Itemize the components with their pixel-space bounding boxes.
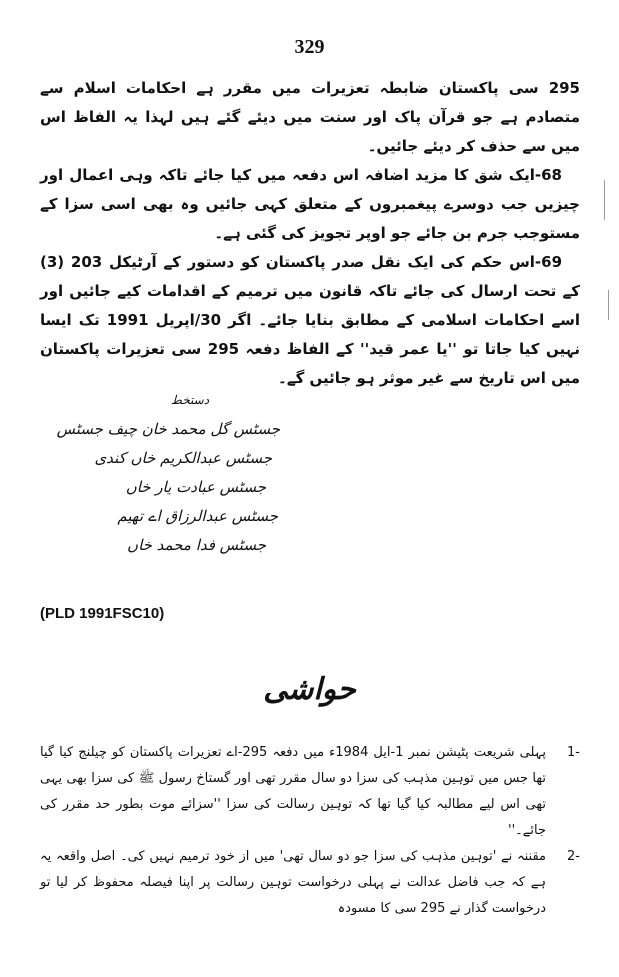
- signature-name: جسٹس عبدالرزاق اے تھیم: [117, 507, 278, 525]
- signature-label: دستخط: [170, 393, 210, 407]
- paragraph: 295 سی پاکستان ضابطہ تعزیرات میں مقرر ہے احکامات اسلام سے متصادم ہے جو قرآن پاک اور سنت میں دیئے گئے ہیں لہذا یہ الفاظ اس میں سے حذف کر دیئے جائیں۔: [40, 79, 580, 155]
- notes-heading: حواشی: [263, 672, 356, 707]
- signature-name: جسٹس عبدالکریم خاں کندی: [94, 449, 272, 467]
- citation: (PLD 1991FSC10): [40, 605, 165, 622]
- signature-name: جسٹس گل محمد خان چیف جسٹس: [56, 420, 280, 438]
- footnotes: [40, 740, 580, 922]
- signature-name: جسٹس عبادت یار خاں: [125, 478, 266, 496]
- paragraph: 69-اس حکم کی ایک نقل صدر پاکستان کو دستور کے آرٹیکل 203 (3) کے تحت ارسال کی جائے تاکہ قانون میں ترمیم کے اقدامات کیے جائیں اور اسے احکامات اسلامی کے مطابق بنایا جائے۔ اگر 30/اپریل 1991 تک ایسا نہیں کیا جاتا تو ''یا عمر قید'' کے الفاظ دفعہ 295 سی تعزیرات پاکستان میں اس تاریخ سے غیر موثر ہو جائیں گے۔: [40, 253, 581, 387]
- footnote: [40, 844, 580, 922]
- footnote-text: پہلی شریعت پٹیشن نمبر 1-ایل 1984ء میں دفعہ 295-اے تعزیرات پاکستان کو چیلنج کیا گیا تھا جس میں توہین مذہب کی سزا دو سال مقرر تھی اور گستاخ رسول ﷺ کی سزا بھی یہی تھی اس لیے مطالبہ کیا گیا تھا کہ توہین رسالت کی سزا ''سزائے موت بطور حد مقرر کی جائے۔'': [40, 745, 547, 838]
- signature-name: جسٹس فدا محمد خاں: [127, 536, 266, 554]
- scan-margin-mark: [608, 290, 609, 320]
- judgment-text: [40, 74, 580, 393]
- footnote: [40, 740, 580, 844]
- footnote-text: مقننہ نے 'توہین مذہب کی سزا جو دو سال تھی' میں از خود ترمیم نہیں کی۔ اصل واقعہ یہ ہے کہ جب فاضل عدالت نے پہلی درخواست توہین رسالت پر اپنا فیصلہ محفوظ کر لیا تو درخواست گذار نے 295 سی کا مسودہ: [40, 849, 546, 916]
- footnote-number: -2: [567, 849, 580, 864]
- paragraph: 68-ایک شق کا مزید اضافہ اس دفعہ میں کیا جائے تاکہ وہی اعمال اور چیزیں جب دوسرے پیغمبروں کے متعلق کہی جائیں وہ بھی اسی سزا کے مستوجب جرم بن جائے جو اوپر تجویز کی گئی ہے۔: [40, 166, 580, 242]
- footnote-number: -1: [567, 745, 580, 760]
- scan-margin-mark: [604, 180, 605, 220]
- page-number: 329: [294, 36, 325, 58]
- signature-block: [40, 386, 280, 560]
